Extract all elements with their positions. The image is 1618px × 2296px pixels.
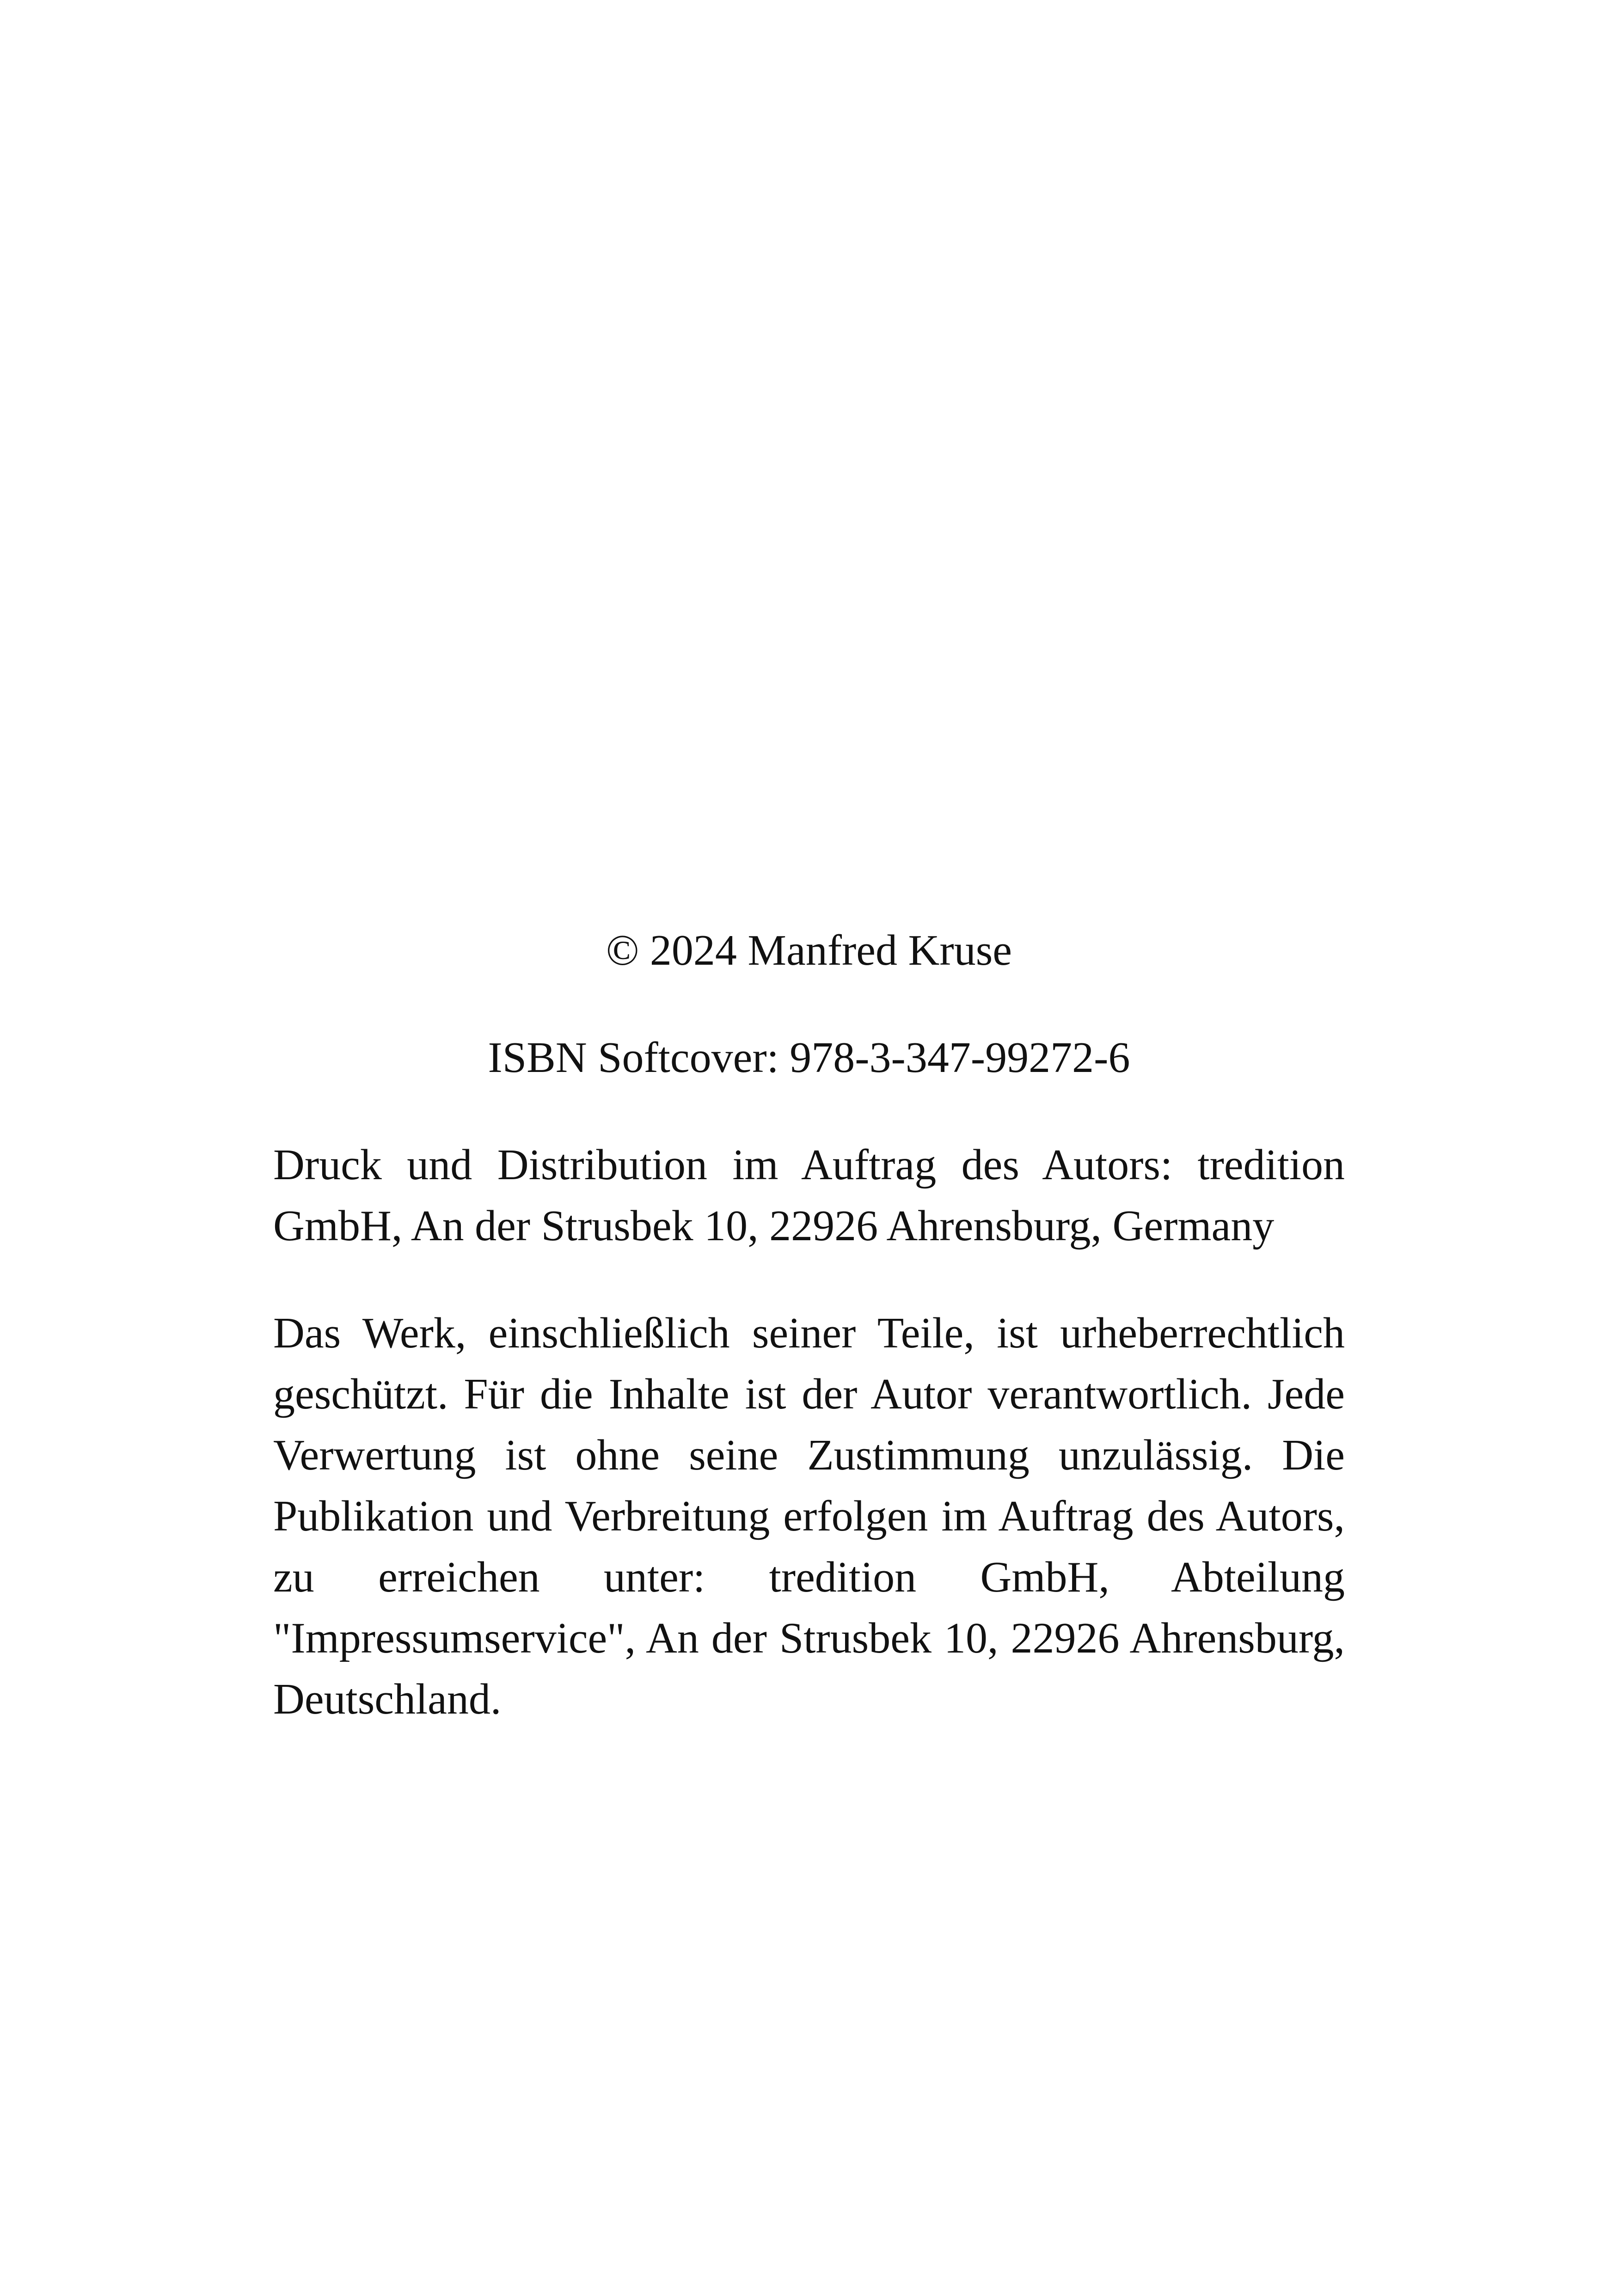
isbn-line: ISBN Softcover: 978-3-347-99272-6 [488,1034,1130,1082]
legal-notice-paragraph: Das Werk, einschließlich seiner Teile, ist urheberrechtlich geschützt. Für die Inhalte ist der Autor verantwortlich. Jede Verwertung ist ohne seine Zustimmung unzulässig. Die Publikation und Verbreitung erfolgen im Auftrag des Autors, zu erreichen unter: tredition GmbH, Abteilung "Impressumservice", An der Strusbek 10, 22926 Ahrensburg, Deutschland. [273,1309,1345,1723]
printing-distribution-paragraph: Druck und Distribution im Auftrag des Autors: tredition GmbH, An der Strusbek 10, 22926 Ahrensburg, Germany [273,1141,1345,1250]
copyright-line: © 2024 Manfred Kruse [606,926,1012,974]
imprint-block [273,920,1345,1730]
